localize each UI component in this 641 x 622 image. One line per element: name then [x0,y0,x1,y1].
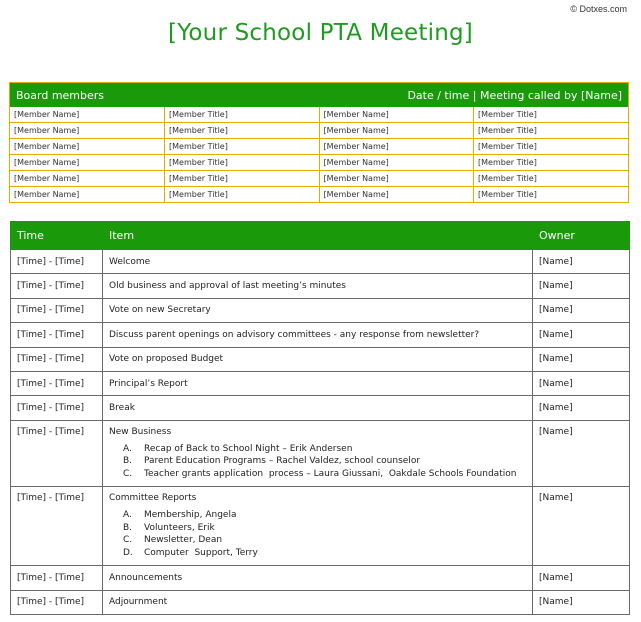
agenda-section [10,221,629,615]
item-label: Vote on proposed Budget [109,354,224,365]
item-cell [103,347,533,371]
member-title-cell: [Member Title] [474,123,629,139]
time-cell: [Time] - [Time] [11,487,103,566]
time-cell: [Time] - [Time] [11,590,103,614]
agenda-row [11,590,630,614]
member-row [10,187,628,203]
subitem-letter: C. [123,468,133,479]
agenda-row [11,371,630,395]
subitem-letter: A. [123,510,132,521]
subitem-list [123,443,526,481]
member-name-cell: [Member Name] [319,107,474,123]
owner-cell: [Name] [533,347,630,371]
subitem [123,547,526,560]
item-cell [103,274,533,298]
member-title-cell: [Member Title] [165,187,320,203]
item-label: Old business and approval of last meeting’s minutes [109,281,346,292]
subitem [123,509,526,522]
item-cell [103,250,533,274]
board-members-table [10,107,628,202]
subitem-letter: C. [123,535,133,546]
time-column-header: Time [11,222,103,250]
item-label: Committee Reports [109,493,197,504]
subitem-text: Volunteers, Erik [144,522,215,533]
subitem-letter: A. [123,443,132,454]
agenda-row [11,347,630,371]
member-row [10,139,628,155]
owner-cell: [Name] [533,274,630,298]
member-name-cell: [Member Name] [319,139,474,155]
member-name-cell: [Member Name] [10,107,165,123]
item-cell [103,396,533,420]
subitem-letter: B. [123,456,133,467]
member-name-cell: [Member Name] [319,123,474,139]
owner-cell: [Name] [533,487,630,566]
board-members-section [9,82,629,203]
member-name-cell: [Member Name] [10,187,165,203]
board-members-header [10,83,628,107]
subitem-text: Newsletter, Dean [144,535,223,546]
item-cell [103,590,533,614]
time-cell: [Time] - [Time] [11,274,103,298]
meeting-info-heading: Date / time | Meeting called by [Name] [407,88,622,102]
member-name-cell: [Member Name] [10,139,165,155]
page-title: [Your School PTA Meeting] [168,20,473,46]
time-cell: [Time] - [Time] [11,323,103,347]
item-column-header: Item [103,222,533,250]
member-name-cell: [Member Name] [319,155,474,171]
time-cell: [Time] - [Time] [11,420,103,487]
item-cell [103,487,533,566]
subitem [123,534,526,547]
time-cell: [Time] - [Time] [11,566,103,590]
member-title-cell: [Member Title] [165,123,320,139]
owner-cell: [Name] [533,590,630,614]
subitem [123,468,526,481]
item-label: Principal’s Report [109,378,188,389]
member-title-cell: [Member Title] [474,139,629,155]
agenda-row [11,396,630,420]
item-label: Announcements [109,572,183,583]
time-cell: [Time] - [Time] [11,347,103,371]
subitem [123,443,526,456]
owner-cell: [Name] [533,566,630,590]
time-cell: [Time] - [Time] [11,396,103,420]
subitem-text: Parent Education Programs – Rachel Valdez, school counselor [144,456,421,467]
owner-cell: [Name] [533,250,630,274]
agenda-header-row [11,222,630,250]
subitem-text: Membership, Angela [144,510,237,521]
member-title-cell: [Member Title] [165,139,320,155]
agenda-row [11,487,630,566]
member-title-cell: [Member Title] [474,155,629,171]
member-row [10,171,628,187]
agenda-row [11,250,630,274]
owner-column-header: Owner [533,222,630,250]
member-row [10,155,628,171]
member-name-cell: [Member Name] [10,171,165,187]
member-title-cell: [Member Title] [474,187,629,203]
member-name-cell: [Member Name] [10,123,165,139]
time-cell: [Time] - [Time] [11,298,103,322]
item-label: Break [109,403,135,414]
member-title-cell: [Member Title] [165,155,320,171]
agenda-row [11,420,630,487]
item-cell [103,420,533,487]
item-cell [103,298,533,322]
subitem-text: Recap of Back to School Night – Erik Andersen [144,443,353,454]
owner-cell: [Name] [533,396,630,420]
member-row [10,123,628,139]
subitem-text: Computer Support, Terry [144,547,258,558]
owner-cell: [Name] [533,298,630,322]
time-cell: [Time] - [Time] [11,250,103,274]
item-label: Welcome [109,256,151,267]
member-title-cell: [Member Title] [474,107,629,123]
member-title-cell: [Member Title] [165,107,320,123]
subitem [123,522,526,535]
owner-cell: [Name] [533,420,630,487]
item-label: Vote on new Secretary [109,305,211,316]
member-name-cell: [Member Name] [10,155,165,171]
item-label: Adjournment [109,597,168,608]
board-members-heading: Board members [16,88,105,102]
owner-cell: [Name] [533,371,630,395]
agenda-row [11,298,630,322]
subitem-letter: B. [123,522,133,533]
item-label: Discuss parent openings on advisory committees - any response from newsletter? [109,329,480,340]
time-cell: [Time] - [Time] [11,371,103,395]
item-cell [103,323,533,347]
agenda-table [10,221,630,615]
member-name-cell: [Member Name] [319,187,474,203]
subitem-list [123,509,526,559]
agenda-row [11,323,630,347]
item-cell [103,371,533,395]
agenda-row [11,566,630,590]
agenda-row [11,274,630,298]
item-label: New Business [109,426,172,437]
member-title-cell: [Member Title] [474,171,629,187]
item-cell [103,566,533,590]
owner-cell: [Name] [533,323,630,347]
member-title-cell: [Member Title] [165,171,320,187]
subitem [123,455,526,468]
subitem-text: Teacher grants application process – Laura Giussani, Oakdale Schools Foundation [144,468,517,479]
member-name-cell: [Member Name] [319,171,474,187]
watermark: © Dotxes.com [570,4,627,14]
member-row [10,107,628,123]
subitem-letter: D. [123,547,133,558]
